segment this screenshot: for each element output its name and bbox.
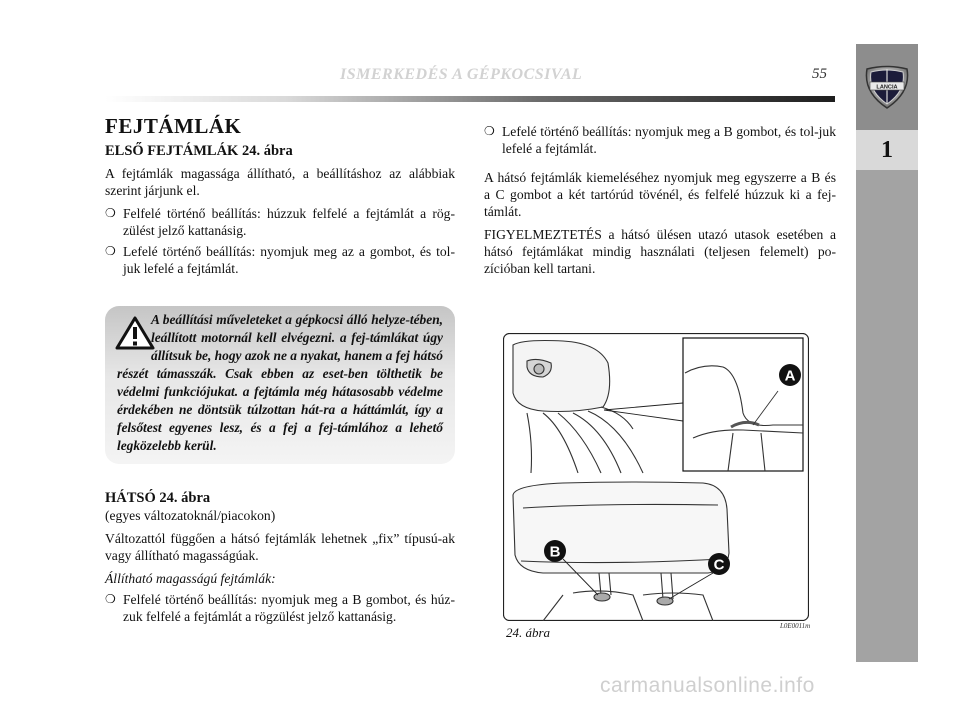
bullet-text: Lefelé történő beállítás: nyomjuk meg a B gombot, és tol-juk lefelé a fejtámlát. [502, 124, 836, 156]
rear-headrest-heading: HÁTSÓ 24. ábra [105, 490, 211, 506]
list-item [105, 243, 455, 277]
page-number: 55 [812, 66, 827, 82]
lancia-logo-icon [856, 44, 918, 130]
front-headrest-heading: ELSŐ FEJTÁMLÁK 24. ábra [105, 143, 293, 159]
header-rule [105, 96, 835, 102]
left-column [105, 114, 455, 281]
bullet-text: Felfelé történő beállítás: húzzuk felfelé a fejtámlát a rög-zülést jelző kattanásig. [123, 206, 455, 238]
logo-box [856, 44, 918, 130]
bullet-icon: ❍ [105, 244, 116, 258]
bullet-icon: ❍ [105, 592, 116, 606]
detail-inset-a [683, 338, 803, 471]
label-c: C [713, 556, 725, 574]
section-title: FEJTÁMLÁK [105, 114, 242, 138]
front-intro: A fejtámlák magassága állítható, a beállításhoz az alábbiak szerint járjunk el. [105, 166, 455, 198]
rear-subheading: (egyes változatoknál/piacokon) [105, 508, 276, 523]
headrest-figure [503, 333, 809, 621]
header-title: ISMERKEDÉS A GÉPKOCSIVAL [340, 66, 583, 83]
adjustable-label: Állítható magasságú fejtámlák: [105, 571, 276, 586]
bullet-icon: ❍ [484, 124, 495, 138]
bullet-text: Lefelé történő beállítás: nyomjuk meg az a gombot, és tol-juk lefelé a fejtámlát. [123, 244, 455, 276]
warning-text: A beállítási műveleteket a gépkocsi álló helyze-tében, leállított motornál kell elvégezni. a fej-támlákat úgy állítsuk be, hogy azok ne a nyakat, hanem a fej hátsó részét támasszák. Csak ebben az eset-ben tölthetik be védelmi funkciójukat. a fejtámla még hátasosabb védelme érdekében ne döntsük túlzottan hát-ra a háttámlát, így a felsőtest egyenes lesz, és a fej a fej-támlához a lehető legközelebb kerül. [117, 312, 443, 453]
list-item [105, 591, 455, 625]
svg-text:LANCIA: LANCIA [876, 84, 898, 91]
right-column [484, 123, 836, 283]
label-b: B [549, 543, 561, 561]
chapter-number: 1 [856, 130, 918, 170]
list-item [105, 205, 455, 239]
list-item [484, 123, 836, 157]
figure-code: L0E0011m [780, 622, 811, 630]
rear-intro: Változattól függően a hátsó fejtámlák lehetnek „fix” típusú-ak vagy állítható magasságúak. [105, 531, 455, 563]
rear-removal-text: A hátsó fejtámlák kiemeléséhez nyomjuk meg egyszerre a B és a C gombot a két tartórúd tövénél, és felfelé húzzuk ki a fej-támlát. [484, 170, 836, 219]
rear-section [105, 490, 455, 629]
warning-box [105, 306, 455, 464]
bullet-icon: ❍ [105, 206, 116, 220]
warning-triangle-icon [115, 316, 155, 350]
callout-a [779, 364, 801, 386]
figure-caption: 24. ábra [506, 625, 551, 640]
rear-warning-text: FIGYELMEZTETÉS a hátsó ülésen utazó utasok esetében a hátsó fejtámlákat mindig használati (teljesen felemelt) po-zícióban kell tartani. [484, 227, 836, 276]
label-a: A [784, 367, 796, 385]
bullet-text: Felfelé történő beállítás: nyomjuk meg a B gombot, és húz-zuk felfelé a fejtámlát a rögzülést jelző kattanásig. [123, 592, 455, 624]
watermark: carmanualsonline.info [600, 674, 815, 697]
